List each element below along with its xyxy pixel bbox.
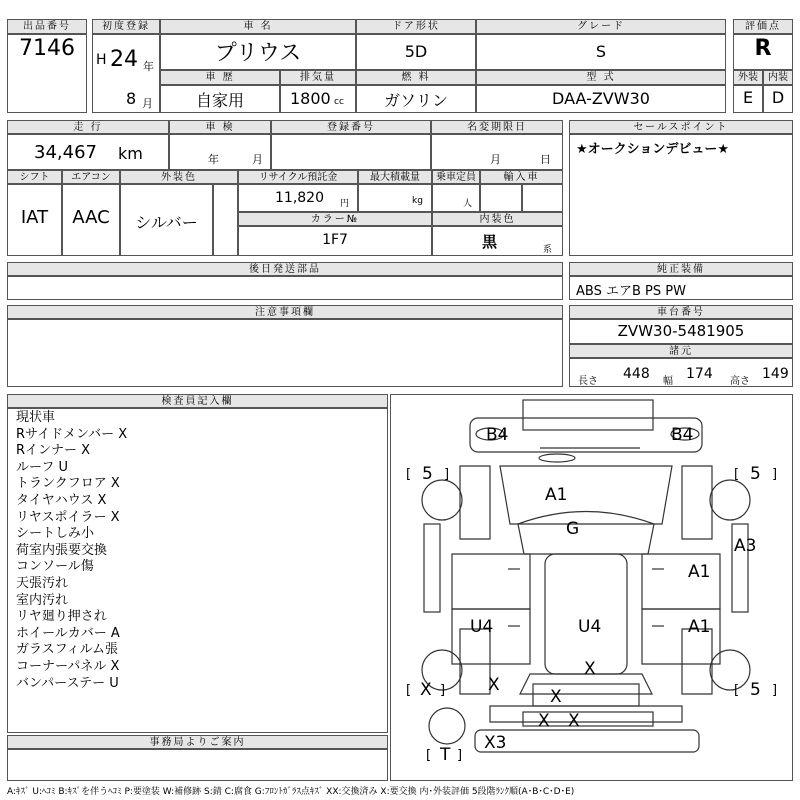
max-load-label: 最大積載量 — [358, 170, 432, 184]
import-label: 輸入車 — [480, 170, 563, 184]
mark-right-rear-tire: 5 — [750, 680, 761, 700]
car-diagram — [390, 394, 793, 781]
mark-right-front-side: A3 — [734, 536, 757, 556]
mark-windshield: G — [566, 519, 580, 539]
bracket-open-fr: [ — [734, 467, 740, 482]
later-parts-cell — [7, 276, 563, 300]
mark-roof: U4 — [578, 617, 602, 637]
aircon-label: エアコン — [62, 170, 120, 184]
inspector-notes — [16, 410, 127, 692]
model-label: 型 式 — [476, 70, 726, 85]
mark-left-rear-door: U4 — [470, 617, 494, 637]
inspector-line: リヤ廻り押され — [16, 609, 107, 625]
fuel-label: 燃 料 — [356, 70, 476, 85]
inspector-line: リヤスポイラー X — [16, 509, 120, 525]
inspector-line: 天張汚れ — [16, 575, 69, 591]
mark-front-left: B4 — [486, 425, 509, 445]
mark-left-rear-tire: X — [420, 680, 432, 700]
sales-point-text: ★オークションデビュー★ — [576, 142, 730, 157]
car-name: プリウス — [214, 41, 302, 66]
displacement-unit: cc — [334, 97, 344, 107]
lot-no-label: 出品番号 — [7, 19, 87, 34]
color-label: 外装色 — [120, 170, 238, 184]
mileage-label: 走 行 — [7, 120, 169, 134]
bracket-close-spare: ] — [457, 748, 463, 763]
capacity-cell — [432, 184, 480, 212]
color-no: 1F7 — [322, 232, 348, 248]
notes-cell — [7, 319, 563, 387]
width-label: 幅 — [663, 376, 673, 387]
score-label: 評価点 — [733, 19, 793, 34]
mark-left-front-tire: 5 — [422, 464, 433, 484]
color-subcell — [213, 184, 238, 256]
inspector-line: バンパーステー U — [16, 675, 119, 691]
office-cell — [7, 749, 388, 781]
shift: IAT — [20, 207, 49, 228]
inspector-line: 室内汚れ — [16, 592, 69, 608]
history-label: 車 歴 — [160, 70, 280, 85]
deadline-day-unit: 日 — [540, 153, 551, 166]
bracket-open-rr: [ — [734, 683, 740, 698]
color-no-label: カラー№ — [238, 212, 432, 226]
dims-cell — [569, 358, 793, 387]
legend: A:ｷｽﾞ U:ﾍｺﾐ B:ｷｽﾞを伴うﾍｺﾐ P:要塗装 W:補修跡 S:錆 C:腐食 G:ﾌﾛﾝﾄｶﾞﾗｽ点ｷｽﾞ XX:交換済み X:要交換 内･外装評価 5段階ﾗﾝｸ順(A･B･C･D･E) — [7, 787, 575, 797]
dims-label: 諸元 — [569, 344, 793, 358]
capacity-unit: 人 — [463, 199, 473, 209]
height-label: 高さ — [730, 376, 750, 387]
bracket-close-fl: ] — [444, 467, 450, 482]
reg-year-unit: 年 — [143, 60, 154, 73]
equipment: ABS エアB PS PW — [576, 284, 686, 299]
inspector-line: シートしみ小 — [16, 526, 95, 542]
deadline-label: 名変期限日 — [431, 120, 563, 134]
inspector-label: 検査員記入欄 — [7, 394, 388, 408]
inspector-line: ガラスフィルム張 — [16, 642, 119, 658]
interior-color-unit: 系 — [543, 245, 553, 255]
chassis-label: 車台番号 — [569, 305, 793, 319]
office-label: 事務局よりご案内 — [7, 735, 388, 749]
length-label: 長さ — [578, 376, 598, 387]
era: H — [96, 52, 107, 68]
displacement: 1800 — [290, 89, 331, 108]
recycle-label: リサイクル預託金 — [238, 170, 358, 184]
inspection-year-unit: 年 — [208, 153, 219, 166]
reg-no-cell — [271, 134, 431, 170]
bracket-open-rl: [ — [406, 683, 412, 698]
interior-label: 内装 — [763, 70, 793, 85]
interior-color-label: 内装色 — [432, 212, 563, 226]
recycle: 11,820 — [275, 190, 324, 206]
car-name-label: 車 名 — [160, 19, 356, 34]
capacity-label: 乗車定員 — [432, 170, 480, 184]
height: 149 — [762, 366, 789, 382]
inspector-line: ホイールカバー A — [16, 625, 120, 641]
reg-month: 8 — [126, 89, 137, 108]
inspector-line: タイヤハウス X — [16, 492, 107, 508]
shift-label: シフト — [7, 170, 62, 184]
mark-trunk: X — [550, 687, 562, 707]
recycle-unit: 円 — [340, 199, 350, 209]
mileage: 34,467 — [34, 142, 97, 163]
interior-grade: D — [771, 88, 785, 107]
mark-spare-tire: T — [440, 745, 451, 765]
length: 448 — [623, 366, 650, 382]
bracket-open-spare: [ — [426, 748, 432, 763]
inspector-line: トランクフロア X — [16, 476, 120, 492]
inspector-line: Rインナー X — [16, 443, 91, 459]
exterior-grade: E — [742, 88, 754, 107]
sales-point-label: セールスポイント — [569, 120, 793, 134]
mark-rear-bumper-right: X — [568, 711, 580, 731]
displacement-label: 排気量 — [280, 70, 356, 85]
inspector-line: 現状車 — [16, 410, 56, 425]
mark-rear-glass: X — [584, 659, 596, 679]
later-parts-label: 後日発送部品 — [7, 262, 563, 276]
fuel: ガソリン — [383, 91, 448, 110]
inspector-line: ルーフ U — [16, 459, 68, 475]
inspector-line: コンソール傷 — [16, 559, 94, 575]
door: 5D — [404, 42, 428, 61]
inspection-month-unit: 月 — [252, 153, 263, 166]
deadline-month-unit: 月 — [490, 153, 501, 166]
bracket-close-rr: ] — [772, 683, 778, 698]
front-bumper-outline — [523, 400, 653, 430]
import-cell-a — [480, 184, 522, 212]
inspector-line: Rサイドメンバー X — [16, 426, 128, 442]
mark-rear-panel: X3 — [484, 733, 507, 753]
interior-color: 黒 — [482, 233, 498, 251]
notes-label: 注意事項欄 — [7, 305, 563, 319]
width: 174 — [686, 366, 713, 382]
color: シルバー — [135, 213, 198, 232]
inspector-line: 荷室内張要交換 — [16, 542, 108, 558]
reg-year: 24 — [110, 47, 138, 72]
mark-front-right: B4 — [671, 425, 694, 445]
grade: S — [595, 42, 607, 61]
mark-right-front-tire: 5 — [750, 464, 761, 484]
bracket-open-fl: [ — [406, 467, 412, 482]
history: 自家用 — [195, 91, 244, 110]
exterior-label: 外装 — [733, 70, 763, 85]
mark-right-rear-door: A1 — [688, 617, 711, 637]
door-label: ドア形状 — [356, 19, 476, 34]
score: R — [754, 36, 772, 61]
lot-no: 7146 — [19, 36, 75, 61]
reg-no-label: 登録番号 — [271, 120, 431, 134]
bracket-close-fr: ] — [772, 467, 778, 482]
mark-hood: A1 — [545, 485, 568, 505]
mark-rear-bumper-left: X — [538, 711, 550, 731]
import-cell-b — [522, 184, 563, 212]
mark-left-rear-quarter: X — [488, 675, 500, 695]
max-load-unit: kg — [412, 196, 423, 206]
chassis: ZVW30-5481905 — [617, 322, 745, 340]
inspector-line: コーナーパネル X — [16, 658, 120, 674]
model: DAA-ZVW30 — [552, 89, 650, 108]
grade-label: グレード — [476, 19, 726, 34]
aircon: AAC — [72, 207, 110, 228]
inspection-label: 車 検 — [169, 120, 271, 134]
first-reg-label: 初度登録 — [92, 19, 160, 34]
bracket-close-rl: ] — [440, 683, 446, 698]
reg-month-unit: 月 — [142, 97, 153, 110]
mileage-unit: km — [118, 144, 143, 163]
equipment-label: 純正装備 — [569, 262, 793, 276]
mark-right-front-door: A1 — [688, 562, 711, 582]
